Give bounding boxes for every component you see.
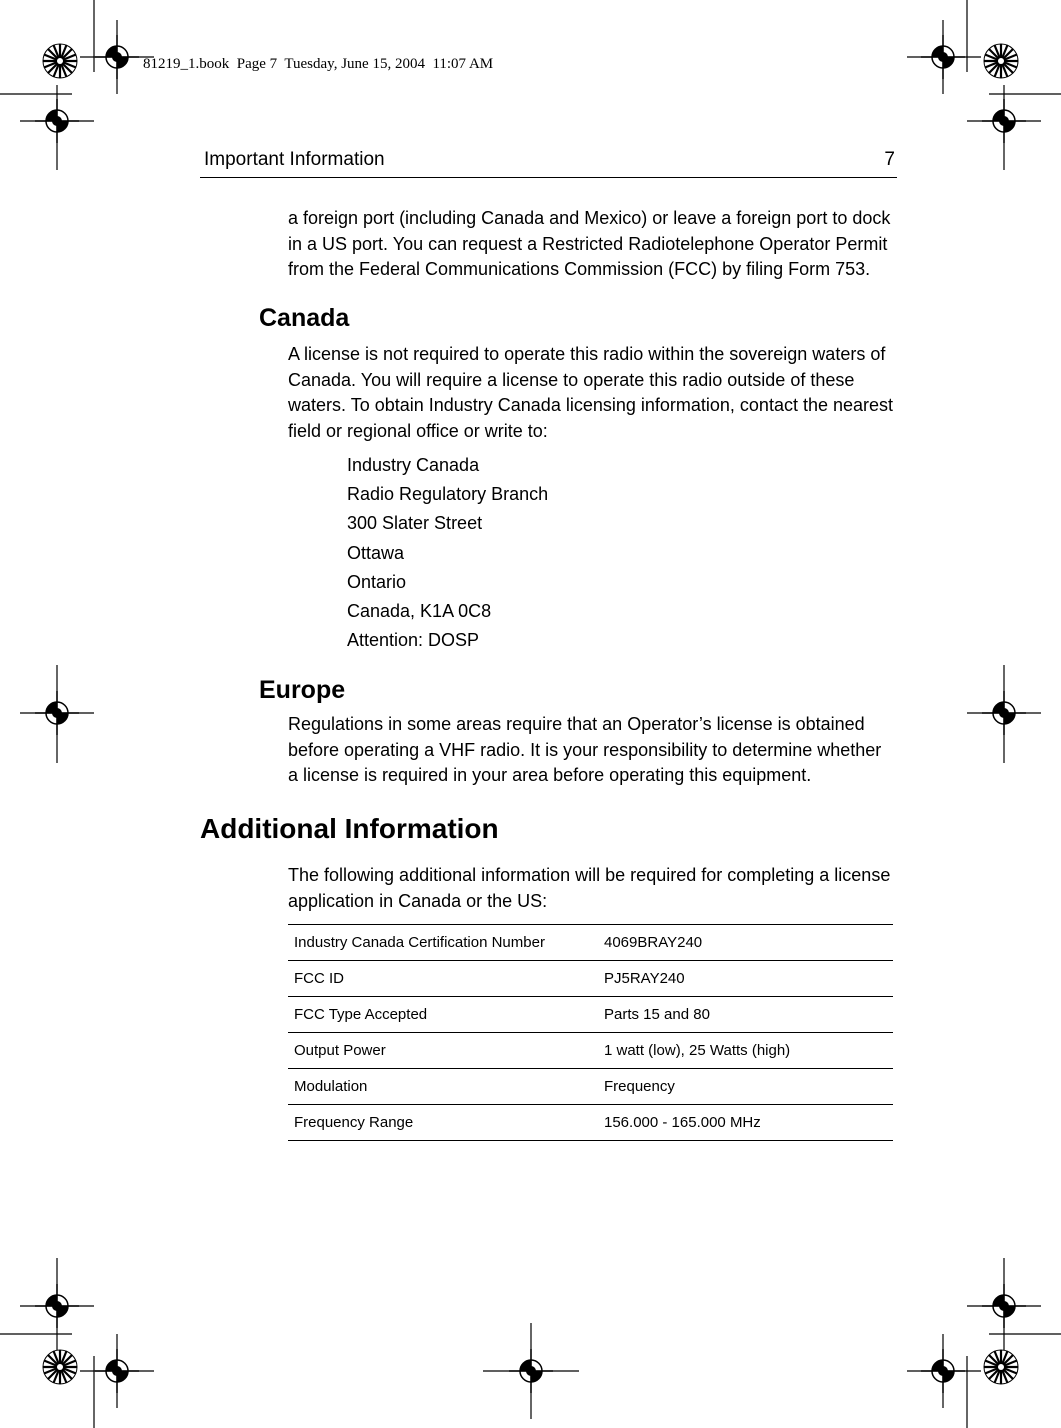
address-line: Canada, K1A 0C8 xyxy=(347,600,492,621)
intro-paragraph: a foreign port (including Canada and Mexico) or leave a foreign port to dock in a US port. You can request a Restricted Radiotelephone Operator Permit from the Federal Communications Commission (FCC) by filing Form 753. xyxy=(288,208,891,279)
spec-value: PJ5RAY240 xyxy=(604,970,685,987)
print-slug: 81219_1.book Page 7 Tuesday, June 15, 2004 11:07 AM xyxy=(143,56,494,72)
address-line: Attention: DOSP xyxy=(347,630,480,651)
europe-heading: Europe xyxy=(259,676,346,704)
additional-info-heading: Additional Information xyxy=(200,813,499,844)
page-number: 7 xyxy=(884,149,895,170)
spec-table xyxy=(288,924,893,1141)
spec-value: 156.000 - 165.000 MHz xyxy=(604,1114,761,1131)
address-line: Radio Regulatory Branch xyxy=(347,484,549,505)
canada-paragraph: A license is not required to operate this radio within the sovereign waters of Canada. You will require a license to operate this radio outside of these waters. To obtain Industry Canada licensing information, contact the nearest field or regional office or write to: xyxy=(288,344,894,441)
address-line: Industry Canada xyxy=(347,455,480,475)
spec-label: Output Power xyxy=(294,1042,386,1059)
header-title: Important Information xyxy=(204,149,385,170)
table-row xyxy=(288,997,893,1033)
spec-value: 4069BRAY240 xyxy=(604,934,703,951)
spec-label: FCC ID xyxy=(294,970,344,987)
spec-value: Frequency xyxy=(604,1078,675,1095)
running-header xyxy=(200,148,897,178)
table-row xyxy=(288,1069,893,1105)
address-line: 300 Slater Street xyxy=(347,513,483,534)
table-row xyxy=(288,1033,893,1069)
address-block xyxy=(347,451,548,655)
spec-label: FCC Type Accepted xyxy=(294,1006,428,1023)
spec-value: 1 watt (low), 25 Watts (high) xyxy=(604,1042,791,1059)
address-line: Ontario xyxy=(347,571,407,592)
table-row xyxy=(288,1105,893,1141)
canada-heading: Canada xyxy=(259,304,350,332)
address-line: Ottawa xyxy=(347,542,405,563)
table-row xyxy=(288,925,893,961)
table-row xyxy=(288,961,893,997)
spec-value: Parts 15 and 80 xyxy=(604,1006,710,1023)
europe-paragraph: Regulations in some areas require that an Operator’s license is obtained before operating a VHF radio. It is your responsibility to determine whether a license is required in your area before operating this equipment. xyxy=(288,714,882,785)
additional-info-paragraph: The following additional information will be required for completing a license application in Canada or the US: xyxy=(288,865,891,911)
spec-label: Industry Canada Certification Number xyxy=(294,934,545,951)
spec-label: Modulation xyxy=(294,1078,368,1095)
spec-label: Frequency Range xyxy=(294,1114,414,1131)
